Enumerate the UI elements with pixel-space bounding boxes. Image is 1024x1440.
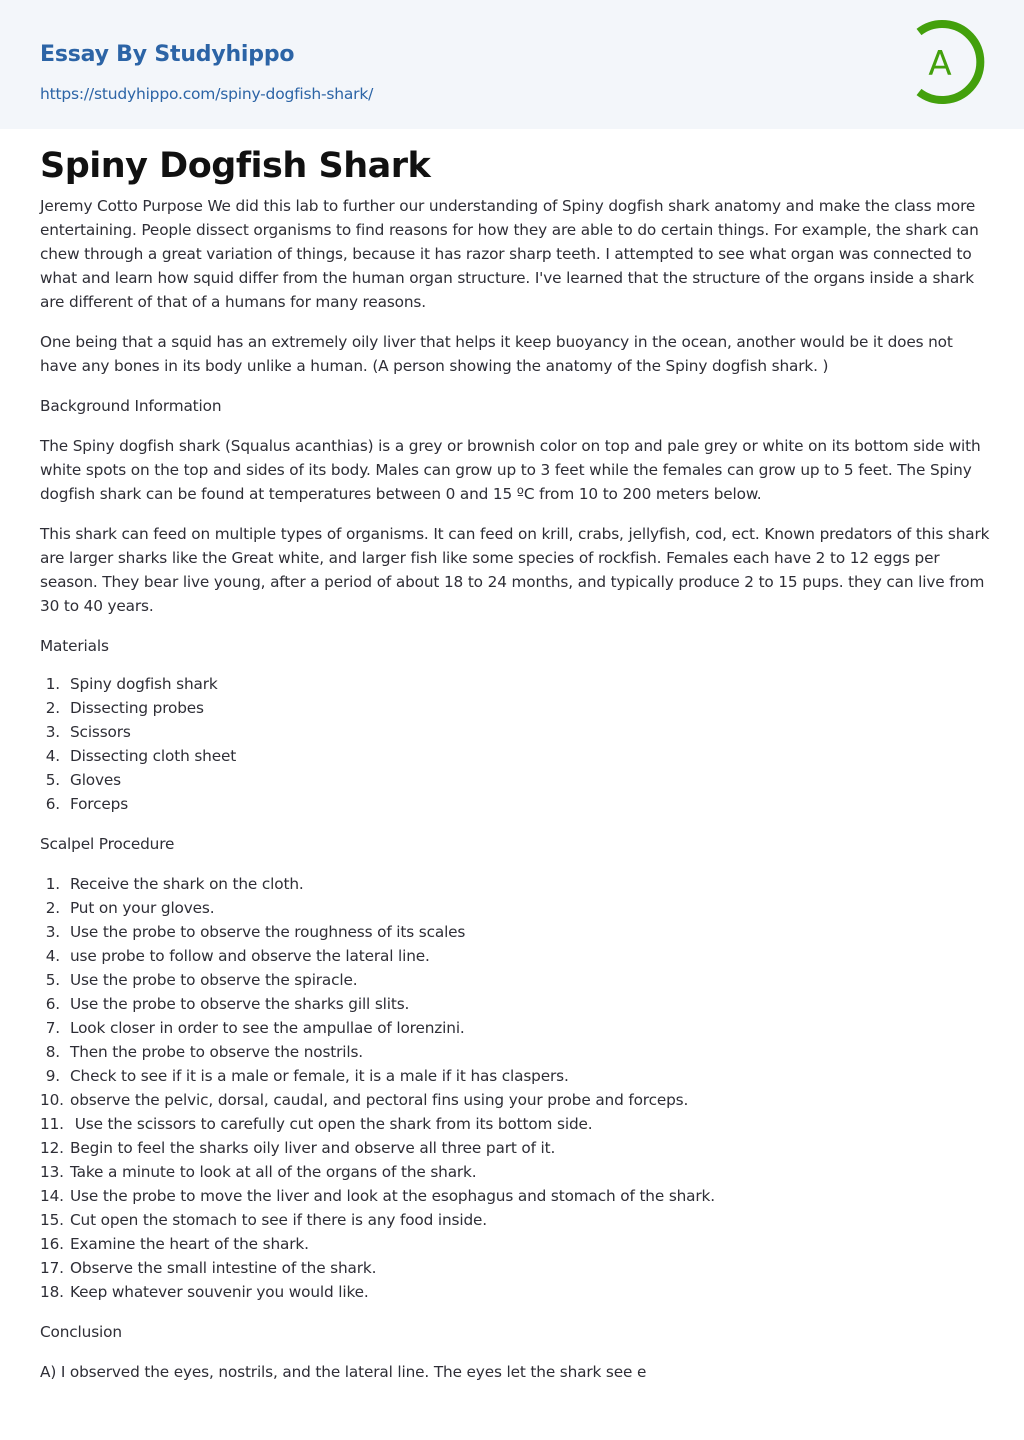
list-item: 5. Gloves xyxy=(45,771,121,789)
list-item: 1. Spiny dogfish shark xyxy=(45,675,218,693)
list-item: 16. Examine the heart of the shark. xyxy=(40,1235,309,1253)
list-item: 5. Use the probe to observe the spiracle. xyxy=(45,971,358,989)
paragraph: One being that a squid has an extremely oily liver that helps it keep buoyancy in the ocean, another would be it does not have any bones in its body unlike a human. (A person showing the anatomy of the Spiny dogfish shark. ) xyxy=(40,333,953,375)
list-item: 13. Take a minute to look at all of the organs of the shark. xyxy=(40,1163,477,1181)
page-title: Spiny Dogfish Shark xyxy=(40,146,431,186)
list-item: 6. Use the probe to observe the sharks gill slits. xyxy=(45,995,410,1013)
paragraph: This shark can feed on multiple types of organisms. It can feed on krill, crabs, jellyfish, cod, ect. Known predators of this shark are larger sharks like the Great white, and larger fish like some species of rockfish. Females each have 2 to 12 eggs per season. They bear live young, after a period of about 18 to 24 months, and typically produce 2 to 15 pups. they can live from 30 to 40 years. xyxy=(40,525,990,615)
list-item: 3. Use the probe to observe the roughness of its scales xyxy=(45,923,466,941)
section-heading-procedure: Scalpel Procedure xyxy=(40,835,175,853)
paragraph: The Spiny dogfish shark (Squalus acanthias) is a grey or brownish color on top and pale grey or white on its bottom side with white spots on the top and sides of its body. Males can grow up to 3 feet while the females can grow up to 5 feet. The Spiny dogfish shark can be found at temperatures between 0 and 15 ºC from 10 to 200 meters below. xyxy=(40,437,981,503)
list-item: 4. use probe to follow and observe the lateral line. xyxy=(45,947,430,965)
list-item: 6. Forceps xyxy=(45,795,129,813)
section-heading-materials: Materials xyxy=(40,637,109,655)
materials-list xyxy=(40,672,990,816)
list-item: 2. Put on your gloves. xyxy=(45,899,215,917)
procedure-list xyxy=(40,872,990,1304)
list-item: 17. Observe the small intestine of the shark. xyxy=(40,1259,377,1277)
list-item: 15. Cut open the stomach to see if there is any food inside. xyxy=(40,1211,488,1229)
list-item: 8. Then the probe to observe the nostrils. xyxy=(45,1043,364,1061)
paragraph: A) I observed the eyes, nostrils, and the lateral line. The eyes let the shark see e xyxy=(40,1363,647,1381)
list-item: 4. Dissecting cloth sheet xyxy=(45,747,237,765)
logo-letter: A xyxy=(928,44,952,84)
list-item: 12. Begin to feel the sharks oily liver and observe all three part of it. xyxy=(40,1139,556,1157)
essay-url-link[interactable]: https://studyhippo.com/spiny-dogfish-shark/ xyxy=(40,85,374,103)
list-item: 2. Dissecting probes xyxy=(45,699,204,717)
essay-body xyxy=(40,194,990,1400)
list-item: 3. Scissors xyxy=(45,723,131,741)
site-header xyxy=(0,0,1024,129)
list-item: 9. Check to see if it is a male or female, it is a male if it has claspers. xyxy=(45,1067,569,1085)
studyhippo-logo-icon xyxy=(905,18,989,106)
brand-title: Essay By Studyhippo xyxy=(40,42,295,67)
list-item: 18. Keep whatever souvenir you would like. xyxy=(40,1283,369,1301)
paragraph: Jeremy Cotto Purpose We did this lab to further our understanding of Spiny dogfish shark anatomy and make the class more entertaining. People dissect organisms to find reasons for how they are able to do certain things. For example, the shark can chew through a great variation of things, because it has razor sharp teeth. I attempted to see what organ was connected to what and learn how squid differ from the human organ structure. I've learned that the structure of the organs inside a shark are different of that of a humans for many reasons. xyxy=(40,197,979,311)
list-item: 1. Receive the shark on the cloth. xyxy=(45,875,304,893)
list-item: 10. observe the pelvic, dorsal, caudal, and pectoral fins using your probe and forceps. xyxy=(40,1091,689,1109)
list-item: 14. Use the probe to move the liver and look at the esophagus and stomach of the shark. xyxy=(40,1187,715,1205)
section-heading-background: Background Information xyxy=(40,397,222,415)
list-item: 11. Use the scissors to carefully cut open the shark from its bottom side. xyxy=(40,1115,593,1133)
list-item: 7. Look closer in order to see the ampullae of lorenzini. xyxy=(45,1019,465,1037)
section-heading-conclusion: Conclusion xyxy=(40,1323,122,1341)
